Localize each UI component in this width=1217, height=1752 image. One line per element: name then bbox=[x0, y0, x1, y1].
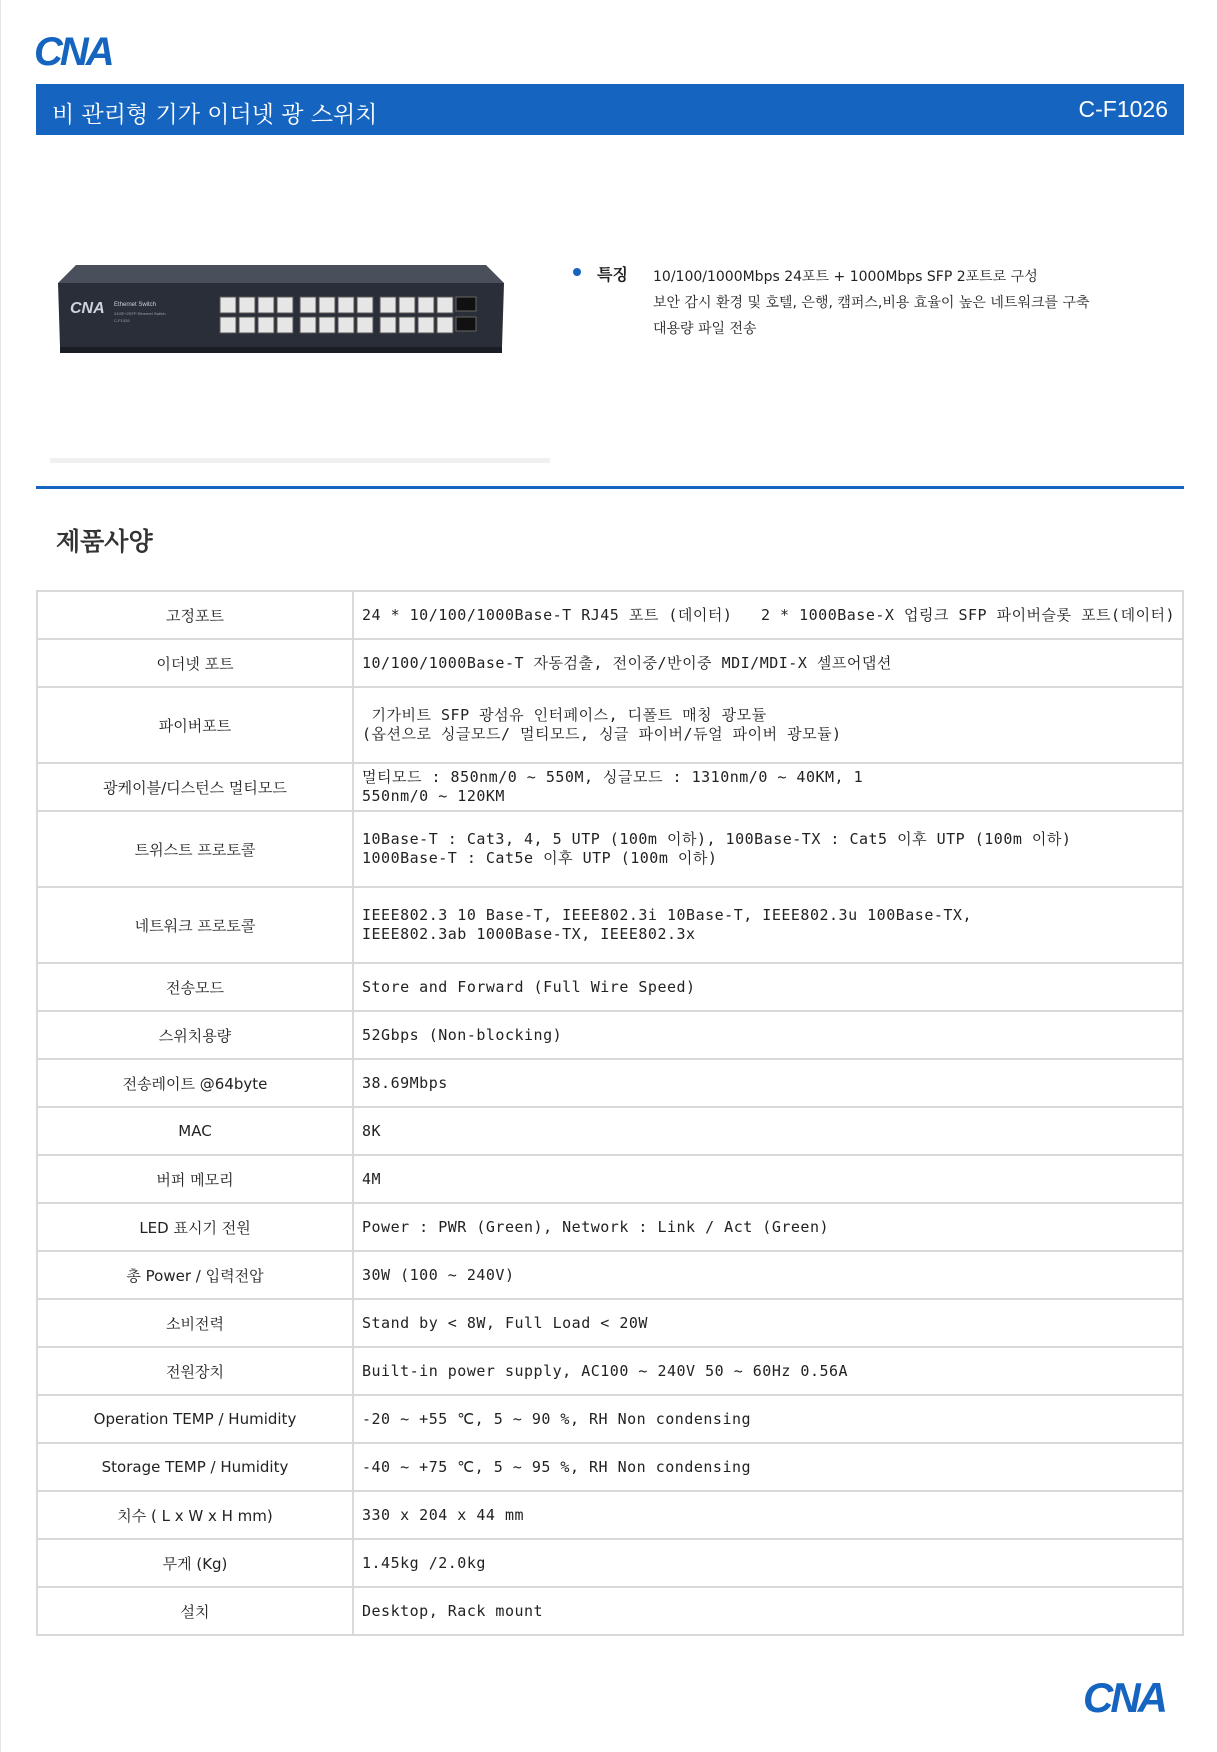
spec-value-line: Power : PWR (Green), Network : Link / Act (Green) bbox=[362, 1217, 830, 1236]
rj45-port bbox=[357, 297, 373, 313]
photo-shadow bbox=[50, 458, 550, 463]
spec-key: 전원장치 bbox=[37, 1347, 353, 1395]
spec-row bbox=[37, 963, 1183, 1011]
spec-value-line: 기가비트 SFP 광섬유 인터페이스, 디폴트 매칭 광모듈 bbox=[362, 706, 767, 724]
spec-value-line: 38.69Mbps bbox=[362, 1073, 448, 1092]
spec-value-line: 52Gbps (Non-blocking) bbox=[362, 1025, 563, 1044]
spec-value-line: Store and Forward (Full Wire Speed) bbox=[362, 977, 696, 996]
spec-value-line: 1.45kg /2.0kg bbox=[362, 1553, 486, 1572]
spec-row bbox=[37, 591, 1183, 639]
rj45-port bbox=[399, 317, 415, 333]
spec-key: 치수 ( L x W x H mm) bbox=[37, 1491, 353, 1539]
rj45-port bbox=[418, 297, 434, 313]
rj45-port bbox=[300, 317, 316, 333]
spec-value bbox=[353, 1107, 1183, 1155]
spec-key: 버퍼 메모리 bbox=[37, 1155, 353, 1203]
spec-row bbox=[37, 1587, 1183, 1635]
rj45-port bbox=[300, 297, 316, 313]
spec-row bbox=[37, 1347, 1183, 1395]
spec-value-line: 24 * 10/100/1000Base-T RJ45 포트 (데이터) 2 * 1000Base-X 업링크 SFP 파이버슬롯 포트(데이터) bbox=[362, 605, 1176, 624]
rj45-port bbox=[399, 297, 415, 313]
spec-key: MAC bbox=[37, 1107, 353, 1155]
spec-value bbox=[353, 1491, 1183, 1539]
spec-row bbox=[37, 1011, 1183, 1059]
spec-value bbox=[353, 1299, 1183, 1347]
spec-value bbox=[353, 1443, 1183, 1491]
spec-value bbox=[353, 591, 1183, 639]
spec-table bbox=[36, 590, 1184, 1636]
rj45-port bbox=[418, 317, 434, 333]
spec-value bbox=[353, 1395, 1183, 1443]
spec-value-line: -40 ~ +75 ℃, 5 ~ 95 %, RH Non condensing bbox=[362, 1457, 752, 1476]
bullet-icon bbox=[573, 268, 581, 276]
product-photo bbox=[58, 253, 504, 367]
spec-value-line: 8K bbox=[362, 1121, 382, 1140]
spec-value-line: 1000Base-T : Cat5e 이후 UTP (100m 이하) bbox=[362, 849, 718, 867]
spec-value bbox=[353, 1203, 1183, 1251]
rj45-port bbox=[338, 317, 354, 333]
product-label-text: Ethernet Switch bbox=[114, 302, 157, 308]
rj45-port bbox=[437, 297, 453, 313]
spec-row bbox=[37, 1059, 1183, 1107]
spec-key: 고정포트 bbox=[37, 591, 353, 639]
rj45-port bbox=[319, 317, 335, 333]
page-edge bbox=[0, 0, 1, 1752]
spec-value-line: -20 ~ +55 ℃, 5 ~ 90 %, RH Non condensing bbox=[362, 1409, 752, 1428]
spec-key: LED 표시기 전원 bbox=[37, 1203, 353, 1251]
spec-value-line: IEEE802.3 10 Base-T, IEEE802.3i 10Base-T, IEEE802.3u 100Base-TX, bbox=[362, 906, 972, 924]
spec-value-line: (옵션으로 싱글모드/ 멀티모드, 싱글 파이버/듀얼 파이버 광모듈) bbox=[362, 725, 842, 743]
spec-value bbox=[353, 1155, 1183, 1203]
rj45-port bbox=[220, 297, 236, 313]
spec-row bbox=[37, 763, 1183, 811]
spec-value-line: 10Base-T : Cat3, 4, 5 UTP (100m 이하), 100Base-TX : Cat5 이후 UTP (100m 이하) bbox=[362, 830, 1072, 848]
spec-key: Operation TEMP / Humidity bbox=[37, 1395, 353, 1443]
spec-value bbox=[353, 811, 1183, 887]
spec-key: 네트워크 프로토콜 bbox=[37, 887, 353, 963]
model-number: C-F1026 bbox=[1078, 96, 1168, 122]
spec-row bbox=[37, 1443, 1183, 1491]
rj45-port bbox=[239, 317, 255, 333]
spec-key: 파이버포트 bbox=[37, 687, 353, 763]
spec-value bbox=[353, 1347, 1183, 1395]
rj45-port bbox=[258, 317, 274, 333]
spec-value-line: 330 x 204 x 44 mm bbox=[362, 1505, 525, 1524]
spec-value bbox=[353, 1539, 1183, 1587]
cna-logo-footer: CNA bbox=[1083, 1674, 1165, 1721]
feature-line: 10/100/1000Mbps 24포트 + 1000Mbps SFP 2포트로 구성 bbox=[653, 269, 1038, 285]
spec-key: 전송모드 bbox=[37, 963, 353, 1011]
spec-value-line: IEEE802.3ab 1000Base-TX, IEEE802.3x bbox=[362, 925, 696, 943]
spec-value-line: 30W (100 ~ 240V) bbox=[362, 1265, 515, 1284]
spec-row bbox=[37, 1539, 1183, 1587]
spec-value-line: 550nm/0 ~ 120KM bbox=[362, 787, 505, 805]
spec-row bbox=[37, 1155, 1183, 1203]
rj45-port bbox=[380, 317, 396, 333]
spec-title: 제품사양 bbox=[56, 527, 153, 556]
features-list bbox=[653, 264, 1090, 342]
spec-key: 트위스트 프로토콜 bbox=[37, 811, 353, 887]
spec-key: 이더넷 포트 bbox=[37, 639, 353, 687]
spec-value bbox=[353, 687, 1183, 763]
spec-key: 설치 bbox=[37, 1587, 353, 1635]
sfp-port bbox=[456, 317, 476, 331]
spec-key: 스위치용량 bbox=[37, 1011, 353, 1059]
features-title: 특징 bbox=[597, 265, 628, 284]
section-divider bbox=[36, 486, 1184, 489]
rj45-port bbox=[258, 297, 274, 313]
sfp-port bbox=[456, 297, 476, 311]
spec-row bbox=[37, 687, 1183, 763]
spec-value bbox=[353, 1587, 1183, 1635]
spec-key: 광케이블/디스턴스 멀티모드 bbox=[37, 763, 353, 811]
spec-value-line: Desktop, Rack mount bbox=[362, 1601, 544, 1620]
spec-row bbox=[37, 811, 1183, 887]
spec-row bbox=[37, 887, 1183, 963]
spec-key: Storage TEMP / Humidity bbox=[37, 1443, 353, 1491]
product-brand-text: CNA bbox=[70, 300, 105, 317]
spec-value bbox=[353, 1011, 1183, 1059]
spec-row bbox=[37, 1491, 1183, 1539]
cna-logo: CNA bbox=[34, 30, 112, 74]
spec-value bbox=[353, 963, 1183, 1011]
spec-value bbox=[353, 887, 1183, 963]
rj45-port bbox=[277, 297, 293, 313]
spec-value-line: 10/100/1000Base-T 자동검출, 전이중/반이중 MDI/MDI-X 셀프어댑션 bbox=[362, 653, 892, 672]
spec-key: 소비전력 bbox=[37, 1299, 353, 1347]
rj45-port bbox=[220, 317, 236, 333]
spec-row bbox=[37, 1203, 1183, 1251]
rj45-port bbox=[319, 297, 335, 313]
title-bar bbox=[36, 84, 1184, 135]
spec-row bbox=[37, 639, 1183, 687]
spec-key: 전송레이트 @64byte bbox=[37, 1059, 353, 1107]
spec-key: 총 Power / 입력전압 bbox=[37, 1251, 353, 1299]
feature-line: 대용량 파일 전송 bbox=[653, 321, 757, 337]
spec-value bbox=[353, 1251, 1183, 1299]
spec-row bbox=[37, 1107, 1183, 1155]
spec-row bbox=[37, 1395, 1183, 1443]
spec-value bbox=[353, 639, 1183, 687]
rj45-port bbox=[239, 297, 255, 313]
product-model-text: C-F1026 bbox=[114, 318, 130, 323]
product-title: 비 관리형 기가 이더넷 광 스위치 bbox=[52, 102, 378, 128]
spec-value-line: Stand by < 8W, Full Load < 20W bbox=[362, 1313, 648, 1332]
spec-row bbox=[37, 1299, 1183, 1347]
spec-value bbox=[353, 1059, 1183, 1107]
rj45-port bbox=[338, 297, 354, 313]
rj45-port bbox=[380, 297, 396, 313]
rj45-port bbox=[437, 317, 453, 333]
spec-value-line: 멀티모드 : 850nm/0 ~ 550M, 싱글모드 : 1310nm/0 ~ 40KM, 1 bbox=[362, 768, 864, 786]
spec-value bbox=[353, 763, 1183, 811]
spec-value-line: 4M bbox=[362, 1169, 382, 1188]
spec-key: 무게 (Kg) bbox=[37, 1539, 353, 1587]
spec-value-line: Built-in power supply, AC100 ~ 240V 50 ~ 60Hz 0.56A bbox=[362, 1361, 849, 1380]
rj45-port bbox=[357, 317, 373, 333]
product-sublabel-text: 24GE+2SFP Ethernet Switch bbox=[114, 311, 166, 316]
feature-line: 보안 감시 환경 및 호텔, 은행, 캠퍼스,비용 효율이 높은 네트워크를 구축 bbox=[653, 295, 1090, 311]
rj45-port bbox=[277, 317, 293, 333]
spec-row bbox=[37, 1251, 1183, 1299]
